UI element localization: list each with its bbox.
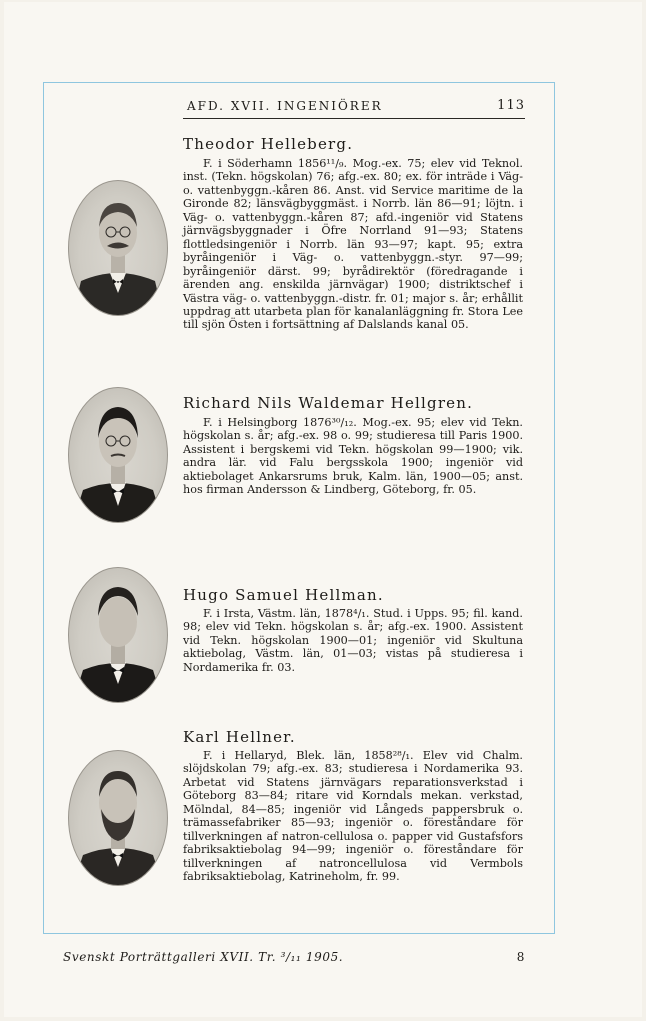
page-number: 113: [497, 98, 525, 113]
entry-name: Karl Hellner.: [183, 728, 296, 746]
portrait-4-image: [69, 751, 167, 885]
portrait-karl-hellner: [68, 750, 168, 886]
portrait-3-image: [69, 568, 167, 702]
portrait-1-image: [69, 181, 167, 315]
portrait-richard-hellgren: [68, 387, 168, 523]
running-header: [183, 98, 525, 119]
entry-bio-text: F. i Helsingborg 1876³⁰/₁₂. Mog.-ex. 95; elev vid Tekn. högskolan s. år; afg.-ex. 98 o. 99; studieresa till Paris 1900. Assistent i bergskemi vid Tekn. högskolan 99—1900; vik. andra lär. vid Falu bergsskola 1900; ingeniör vid aktiebolaget Ankarsrums bruk, Kalm. län, 1900—05; anst. hos firman Andersson & Lindberg, Göteborg, fr. 05.: [183, 416, 523, 497]
entry-bio-text: F. i Irsta, Västm. län, 1878⁴/₁. Stud. i Upps. 95; fil. kand. 98; elev vid Tekn. högskolan s. år; afg.-ex. 1900. Assistent vid Tekn. högskolan 1900—01; ingeniör vid Skultuna aktiebolag, Västm. län, 01—03; vistas på studieresa i Nordamerika fr. 03.: [183, 607, 523, 674]
footer-signature-number: 8: [516, 950, 525, 964]
entry-bio: [183, 749, 523, 884]
entry-name: Richard Nils Waldemar Hellgren.: [183, 394, 474, 412]
page-footer: [63, 950, 525, 964]
portrait-theodor-helleberg: [68, 180, 168, 316]
entry-bio-text: F. i Hellaryd, Blek. län, 1858²⁸/₁. Elev vid Chalm. slöjdskolan 79; afg.-ex. 83; studieresa i Nordamerika 93. Arbetat vid Statens järnvägars reparationsverkstad i Göteborg 83—84; ritare vid Korndals mekan. verkstad, Mölndal, 84—85; ingeniör vid Långeds pappersbruk o. trämassefabriker 85—93; ingeniör o. föreståndare för tillverkningen af natron-cellulosa o. papper vid Gustafsfors fabriksaktiebolag 94—99; ingeniör o. föreståndare för tillverkningen af natroncellulosa vid Vermbols fabriksaktiebolag, Katrineholm, fr. 99.: [183, 749, 523, 884]
portrait-hugo-hellman: [68, 567, 168, 703]
entry-bio: [183, 607, 523, 674]
footer-imprint: Svenskt Porträttgalleri XVII. Tr. ³/₁₁ 1905.: [63, 950, 344, 964]
entry-bio-text: F. i Söderhamn 1856¹¹/₉. Mog.-ex. 75; elev vid Teknol. inst. (Tekn. högskolan) 76; afg.-ex. 80; ex. för inträde i Väg- o. vattenbyggn.-kåren 86. Anst. vid Service maritime de la Gironde 82; länsvägbyggmäst. i Norrb. län 86—91; löjtn. i Väg- o. vattenbyggn.-kåren 87; afd.-ingeniör vid Statens järnvägsbyggnader i Öfre Norrland 91—93; Statens flottledsingeniör i Norrb. län 93—97; kapt. 95; extra byråingeniör i Väg- o. vattenbyggn.-styr. 97—99; byråingeniör därst. 99; byrådirektör (föredragande i ärenden ang. enskilda järnvägar) 1900; distriktschef i Västra väg- o. vattenbyggn.-distr. fr. 01; major s. år; erhållit uppdrag att utarbeta plan för kanalanläggning fr. Stora Lee till sjön Östen i fortsättning af Dalslands kanal 05.: [183, 157, 523, 332]
entry-bio: [183, 416, 523, 497]
entry-bio: [183, 157, 523, 332]
portrait-2-image: [69, 388, 167, 522]
entry-name: Theodor Helleberg.: [183, 135, 354, 153]
entry-name: Hugo Samuel Hellman.: [183, 586, 384, 604]
running-title: AFD. XVII. INGENIÖRER: [187, 99, 383, 113]
